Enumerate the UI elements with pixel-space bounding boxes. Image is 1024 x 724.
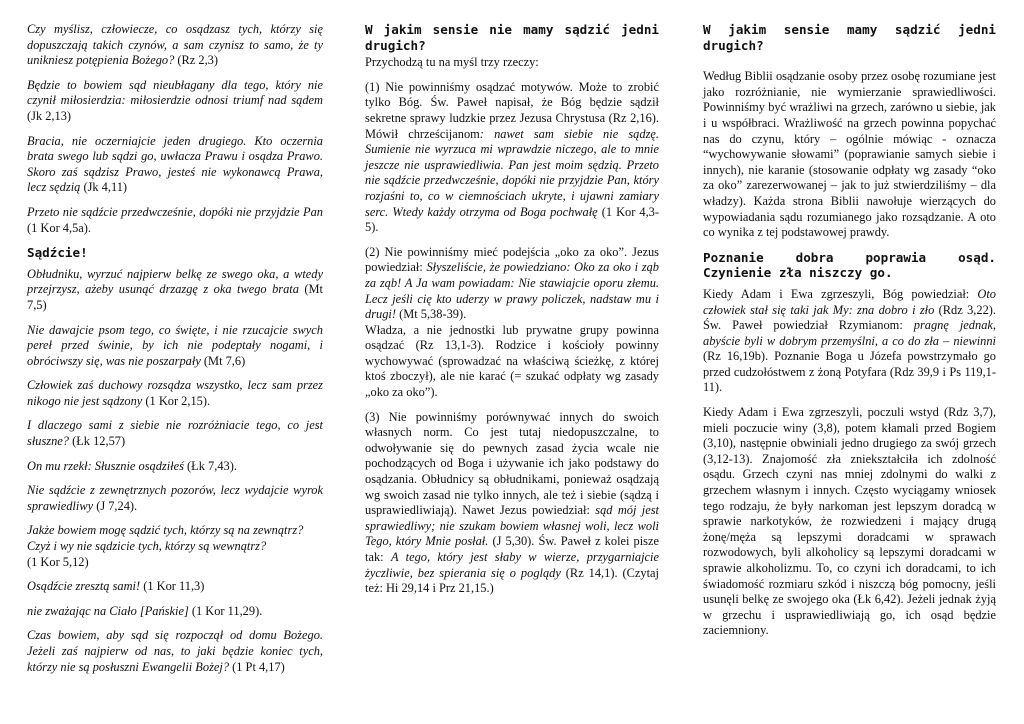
quote-lk-12-57: I dlaczego sami z siebie nie rozróżniacie tego, co jest słuszne? (Łk 12,57) <box>27 418 323 449</box>
quote-lk-7-43: On mu rzekł: Słusznie osądziłeś (Łk 7,43). <box>27 458 237 473</box>
point-2: (2) Nie powinniśmy mieć podejścia „oko za oko”. Jezus powiedział: Słyszeliście, że powiedziano: Oko za oko i ząb za ząb! A Ja wam powiadam: Nie stawiajcie oporu złemu. Lecz jeśli cię kto uderzy w prawy policzek, nadstaw mu i drugi! (Mt 5,38-39). <box>365 244 659 322</box>
quote-jk-4-11: Bracia, nie oczerniajcie jeden drugiego. Kto oczernia brata swego lub sądzi go, uwłacza Prawu i osądza Prawo. Skoro zaś sądzisz Prawo, jesteś nie wykonawcą Prawa, lecz sędzią (Jk 4,11) <box>27 133 323 195</box>
column-left <box>27 22 323 684</box>
sin-distorts-paragraph: Kiedy Adam i Ewa zgrzeszyli, poczuli wstyd (Rdz 3,7), mieli poczucie winy (3,8), potem kłamali przed Bogiem (3,10), następnie obwiniali jedno drugiego za swój grzech (3,12-13). Znajomość zła zniekształciła ich zdolność osądu. Grzech czyni nas mniej zdolnymi do walki z grzechem własnym i innych. Często wyciągamy wniosek tego rodzaju, że były narkoman jest lepszym doradcą w sprawie narkotyków, że rozwiedzeni i mający drugą żonę/męża są lepszymi doradcami w sprawach rozwodowych, byli alkoholicy są lepszymi doradcami w sprawie alkoholizmu. To, co czyni ich doradcami, to ich świadomość rozmiaru szkód i niszczą bóg pomocny, jeśli usunęli belkę ze swojego oka (Łk 6,42). Jeżeli jednak żyją w grzechu i usprawiedliwiają go, ich osąd będzie zaciemniony. <box>703 405 996 638</box>
quote-1kor-2-15: Człowiek zaś duchowy rozsądza wszystko, lecz sam przez nikogo nie jest sądzony (1 Kor 2,15). <box>27 378 323 408</box>
column-right <box>703 22 996 648</box>
heading-mamy-sadzic: W jakim sensie mamy sądzić jedni drugich? <box>703 22 996 53</box>
heading-sadzcie: Sądźcie! <box>27 245 88 261</box>
point-1: (1) Nie powinniśmy osądzać motywów. Może to zrobić tylko Bóg. Św. Paweł napisał, że Bóg będzie sądził sekretne sprawy ludzkie przez Jezusa Chrystusa (Rz 2,16). Mówił chrześcijanom: nawet sam siebie nie sądzę. Sumienie nie wyrzuca mi wprawdzie niczego, ale to mnie jeszcze nie usprawiedliwia. Pan jest moim sędzią. Przeto nie sądźcie przedwcześnie, dopóki nie przyjdzie Pan, który rozjaśni to, co w ciemnościach ukryte, i ujawni zamiary serc. Wtedy każdy otrzyma od Boga pochwałę (1 Kor 4,3-5). <box>365 79 660 235</box>
heading-nie-sadzic: W jakim sensie nie mamy sądzić jedni drugich? <box>365 22 659 53</box>
quote-1kor-11-3: Osądźcie zresztą sami! (1 Kor 11,3) <box>27 579 205 594</box>
bible-judging-paragraph: Według Biblii osądzanie osoby przez osobę rozumiane jest jako rozróżnianie, nie wymierzanie sprawiedliwości. Powinniśmy być wrażliwi na grzech, zarówno u siebie, jak i u współbraci. Wrażliwość na grzech powinna popychać nas do czynu, który – ogólnie mówiąc - oznacza “wychowywanie słowami” (poprawianie samych siebie i innych), nie karanie (stosowanie odpłaty wg zasady “oko za oko” zarezerwowanej – jak to już stwierdziliśmy – dla władzy). Każda strona Biblii nawołuje wierzących do wypowiadania sądu rozumianego jako rozsądzanie. A oto co wynika z tej podstawowej prawdy. <box>703 69 996 240</box>
point-3: (3) Nie powinniśmy porównywać innych do swoich własnych norm. Co jest tutaj niedopuszczalne, to odwoływanie się do pewnych zasad życia wcale nie pochodzących od Boga i używanie ich jako podstawy do osądzania. Obłudnicy są obłudnikami, ponieważ osądzają wg swoich zasad nie tylko innych, ale też i siebie (sądzą i usprawiedliwiają). Nawet Jezus powiedział: sąd mój jest sprawiedliwy; nie szukam bowiem własnej woli, lecz woli Tego, który Mnie posłał. (J 5,30). Św. Paweł z kolei pisze tak: A tego, który jest słaby w wierze, przygarniajcie życzliwie, bez spierania się o poglądy (Rz 14,1). (Czytaj też: Hi 29,14 i Prz 21,15.) <box>365 409 660 596</box>
intro-text: Przychodzą tu na myśl trzy rzeczy: <box>365 55 539 70</box>
quote-1kor-11-29: nie zważając na Ciało [Pańskie] (1 Kor 11,29). <box>27 603 263 618</box>
adam-ewa-paragraph: Kiedy Adam i Ewa zgrzeszyli, Bóg powiedział: Oto człowiek stał się taki jak My: zna dobro i zło (Rdz 3,22). Św. Paweł powiedział Rzymianom: pragnę jednak, abyście byli w dobrym przemyślni, a co do zła – niewinni (Rz 16,19b). Poznanie Boga u Józefa powstrzymało go przed cudzołóstwem z żoną Potyfara (Rdz 39,9 i Ps 119,1-11). <box>703 286 996 395</box>
quote-rz-2-3: Czy myślisz, człowiecze, co osądzasz tych, którzy się dopuszczają takich czynów, a sam czynisz to samo, że ty unikniesz potępienia Bożego? (Rz 2,3) <box>27 22 323 68</box>
quote-jk-2-13: Będzie to bowiem sąd nieubłagany dla tego, który nie czynił miłosierdzia: miłosierdzie odnosi triumf nad sądem (Jk 2,13) <box>27 77 323 123</box>
quote-1kor-5-12: Jakże bowiem mogę sądzić tych, którzy są na zewnątrz? Czyż i wy nie sądzicie tych, którzy są wewnątrz? (1 Kor 5,12) <box>27 523 304 569</box>
heading-poznanie-dobra: Poznanie dobra poprawia osąd. Czynienie zła niszczy go. <box>703 249 996 281</box>
quote-1pt-4-17: Czas bowiem, aby sąd się rozpoczął od domu Bożego. Jeżeli zaś najpierw od nas, to jaki będzie koniec tych, którzy nie są posłuszni Ewangelii Bożej? (1 Pt 4,17) <box>27 628 323 674</box>
spacer <box>703 55 996 69</box>
quote-mt-7-5: Obłudniku, wyrzuć najpierw belkę ze swego oka, a wtedy przejrzysz, ażeby usunąć drzazgę z oka twego brata (Mt 7,5) <box>27 266 323 312</box>
quote-mt-7-6: Nie dawajcie psom tego, co święte, i nie rzucajcie swych pereł przed świnie, by ich nie podeptały nogami, i obróciwszy się, was nie poszarpały (Mt 7,6) <box>27 322 323 368</box>
column-middle <box>365 22 659 606</box>
quote-j-7-24: Nie sądźcie z zewnętrznych pozorów, lecz wydajcie wyrok sprawiedliwy (J 7,24). <box>27 483 323 513</box>
point-2-continued: Władza, a nie jednostki lub prywatne grupy powinna osądzać (Rz 13,1-3). Rodzice i kościoły powinny wychowywać (sprowadzać na właściwą ścieżkę, z której ktoś zboczył), ale nie karać (= szukać odpłaty wg zasady „oko za oko”). <box>365 322 659 400</box>
quote-1kor-4-5: Przeto nie sądźcie przedwcześnie, dopóki nie przyjdzie Pan (1 Kor 4,5a). <box>27 204 323 235</box>
